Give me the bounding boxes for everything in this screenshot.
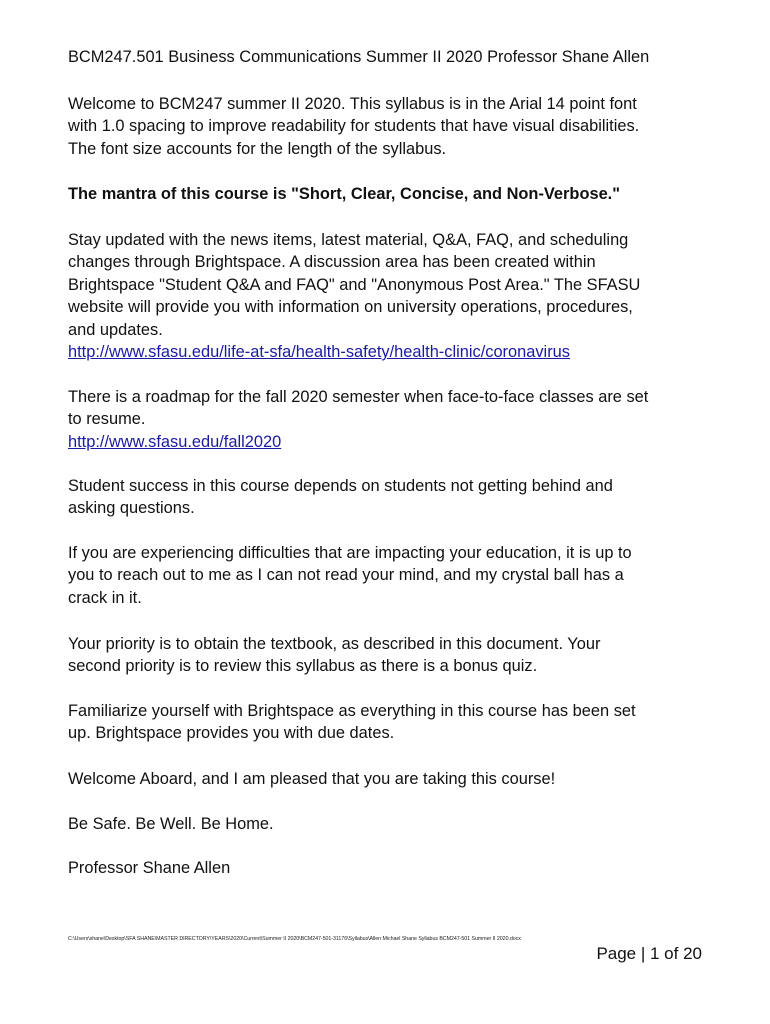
stay-updated-paragraph [68,229,708,363]
mantra-paragraph [68,183,708,205]
text-line: website will provide you with information on university operations, procedures, [68,298,633,317]
text-line: Brightspace "Student Q&A and FAQ" and "Anonymous Post Area." The SFASU [68,275,641,294]
familiarize-paragraph [68,700,708,745]
document-title [68,46,708,68]
be-safe-paragraph [68,813,708,835]
text-line: Your priority is to obtain the textbook, as described in this document. Your [68,635,601,653]
text-line: crack in it. [68,588,142,607]
welcome-aboard-paragraph [68,768,708,790]
text-line: The mantra of this course is "Short, Clear, Concise, and Non-Verbose." [68,185,621,203]
priority-paragraph [68,633,708,678]
page-number: Page | 1 of 20 [596,944,702,963]
welcome-paragraph [68,93,708,160]
text-line: you to reach out to me as I can not read your mind, and my crystal ball has a [68,566,624,585]
text-line: Be Safe. Be Well. Be Home. [68,815,274,833]
text-line: to resume. [68,410,146,429]
title-line: BCM247.501 Business Communications Summer II 2020 Professor Shane Allen [68,48,650,66]
text-line: Familiarize yourself with Brightspace as everything in this course has been set [68,702,636,720]
text-line: There is a roadmap for the fall 2020 semester when face-to-face classes are set [68,388,649,406]
text-line: asking questions. [68,499,195,518]
text-line: If you are experiencing difficulties that are impacting your education, it is up to [68,544,632,562]
text-line: Stay updated with the news items, latest material, Q&A, FAQ, and scheduling [68,231,629,249]
fall2020-link[interactable]: http://www.sfasu.edu/fall2020 [68,432,282,451]
signature-line: Professor Shane Allen [68,859,231,877]
text-line: with 1.0 spacing to improve readability for students that have visual disabilities. [68,117,640,136]
footer-file-path: C:\Users\shane\Desktop\SFA SHANE\MASTER DIRECTORY\YEARS\2020\Current\Summer II 2020\BCM247-501-31176\Syllabus\Allen Michael Shane Syllabus BCM247-501 Summer II 2020.docx [68,936,521,942]
text-line: and updates. [68,320,163,339]
text-line: The font size accounts for the length of the syllabus. [68,139,447,158]
text-line: changes through Brightspace. A discussion area has been created within [68,253,596,272]
difficulties-paragraph [68,542,708,609]
signature-paragraph [68,857,708,879]
roadmap-paragraph [68,386,708,453]
text-line: Welcome Aboard, and I am pleased that you are taking this course! [68,770,556,788]
coronavirus-link[interactable]: http://www.sfasu.edu/life-at-sfa/health-safety/health-clinic/coronavirus [68,343,570,362]
text-line: up. Brightspace provides you with due dates. [68,724,395,743]
success-paragraph [68,475,708,520]
text-line: second priority is to review this syllabus as there is a bonus quiz. [68,657,538,676]
text-line: Student success in this course depends on students not getting behind and [68,477,613,495]
text-line: Welcome to BCM247 summer II 2020. This syllabus is in the Arial 14 point font [68,95,637,113]
